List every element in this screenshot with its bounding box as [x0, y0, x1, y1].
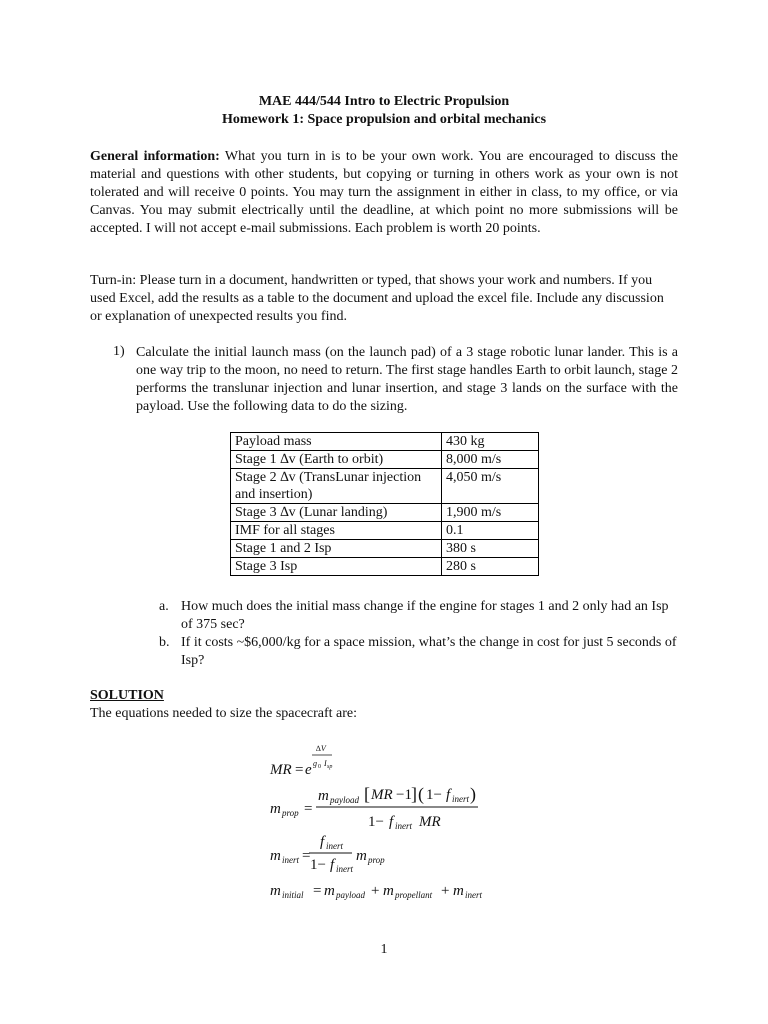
subquestion-a-text: How much does the initial mass change if the engine for stages 1 and 2 only had an Isp of 375 sec?	[181, 599, 669, 632]
svg-text:inert: inert	[326, 841, 343, 851]
homework-title: Homework 1: Space propulsion and orbital mechanics	[221, 112, 547, 127]
svg-text:inert: inert	[336, 864, 353, 874]
svg-text:0: 0	[318, 764, 321, 770]
svg-text:]: ]	[411, 784, 417, 804]
svg-text:g: g	[313, 759, 317, 768]
equation-propellant-mass	[270, 784, 478, 831]
table-cell-value: 0.1	[442, 522, 539, 540]
svg-text:m: m	[324, 883, 335, 899]
solution-intro: The equations needed to size the spacecraft are:	[90, 706, 358, 721]
svg-text:): )	[470, 784, 476, 804]
svg-text:∆V: ∆V	[316, 744, 326, 753]
table-cell-parameter: Stage 1 and 2 Isp	[231, 540, 442, 558]
svg-text:m: m	[383, 883, 394, 899]
svg-text:MR: MR	[419, 814, 441, 830]
table-cell-value: 380 s	[442, 540, 539, 558]
svg-text:=: =	[304, 801, 313, 817]
table-cell-value: 4,050 m/s	[442, 469, 539, 504]
table-cell-parameter: Payload mass	[231, 433, 442, 451]
svg-text:initial: initial	[282, 890, 304, 900]
svg-text:f: f	[330, 857, 335, 873]
svg-text:MR: MR	[270, 762, 292, 778]
table-cell-value: 430 kg	[442, 433, 539, 451]
svg-text:inert: inert	[282, 855, 299, 865]
table-cell-parameter: Stage 2 ∆v (TransLunar injection and insertion)	[231, 469, 442, 504]
svg-text:+: +	[371, 883, 380, 899]
problem-1-text: Calculate the initial launch mass (on the launch pad) of a 3 stage robotic lunar lander. This is a one way trip to the moon, no need to return. The first stage handles Earth to orbit launch, stage 2 performs the translunar injection and lunar insertion, and stage 3 lands on the surface with the payload. Use the following data to do the sizing.	[136, 345, 678, 414]
svg-text:m: m	[453, 883, 464, 899]
table-cell-parameter: Stage 3 Isp	[231, 558, 442, 576]
svg-text:payload: payload	[336, 890, 365, 900]
svg-text:m: m	[270, 801, 281, 817]
svg-text:m: m	[270, 883, 281, 899]
svg-text:payload: payload	[330, 795, 359, 805]
svg-text:1−: 1−	[368, 814, 384, 830]
svg-text:inert: inert	[465, 890, 482, 900]
subquestion-a-label: a.	[159, 599, 169, 614]
svg-text:MR: MR	[371, 787, 393, 803]
equation-inert-mass	[270, 834, 385, 874]
svg-text:m: m	[318, 788, 329, 804]
svg-text:f: f	[389, 814, 394, 830]
svg-text:I: I	[324, 759, 327, 768]
svg-text:(: (	[418, 784, 424, 804]
general-information-label: General information:	[90, 149, 220, 164]
svg-text:=: =	[295, 762, 304, 778]
solution-heading: SOLUTION	[90, 688, 164, 703]
svg-text:prop: prop	[368, 855, 385, 865]
svg-text:f: f	[320, 834, 325, 850]
svg-text:e: e	[305, 762, 312, 778]
svg-text:1−: 1−	[310, 857, 326, 873]
svg-text:1−: 1−	[426, 787, 442, 803]
subquestion-b-text: If it costs ~$6,000/kg for a space mission, what’s the change in cost for just 5 seconds of Isp?	[181, 635, 677, 668]
equation-initial-mass	[270, 883, 482, 900]
svg-text:−1: −1	[396, 787, 412, 803]
svg-text:inert: inert	[452, 794, 469, 804]
table-cell-parameter: Stage 1 ∆v (Earth to orbit)	[231, 451, 442, 469]
svg-text:+: +	[441, 883, 450, 899]
table-cell-parameter: Stage 3 ∆v (Lunar landing)	[231, 504, 442, 522]
svg-text:propellant: propellant	[395, 890, 433, 900]
general-information-text: What you turn in is to be your own work. You are encouraged to discuss the material and questions with other students, but copying or turning in others work as your own is not tolerated and will receive 0 points. You may turn the assignment in either in class, to my office, or via Canvas. You may submit electrically until the deadline, at which point no more submissions will be accepted. I will not accept e-mail submissions. Each problem is worth 20 points.	[90, 149, 678, 236]
table-cell-value: 1,900 m/s	[442, 504, 539, 522]
svg-text:m: m	[356, 848, 367, 864]
table-cell-value: 8,000 m/s	[442, 451, 539, 469]
svg-text:inert: inert	[395, 821, 412, 831]
svg-text:=: =	[302, 848, 311, 864]
svg-text:sp: sp	[327, 764, 333, 770]
table-cell-value: 280 s	[442, 558, 539, 576]
equation-mass-ratio	[269, 744, 332, 778]
svg-text:[: [	[364, 784, 370, 804]
svg-text:f: f	[446, 787, 451, 803]
problem-1-number: 1)	[113, 344, 125, 359]
table-cell-parameter: IMF for all stages	[231, 522, 442, 540]
svg-text:m: m	[270, 848, 281, 864]
svg-text:prop: prop	[282, 808, 299, 818]
page-number: 1	[380, 942, 388, 957]
course-title: MAE 444/544 Intro to Electric Propulsion	[258, 94, 510, 109]
svg-text:=: =	[313, 883, 322, 899]
subquestion-b-label: b.	[159, 635, 170, 650]
turn-in-paragraph: Turn-in: Please turn in a document, handwritten or typed, that shows your work and numbers. If you used Excel, add the results as a table to the document and upload the excel file. Include any discussion or explanation of unexpected results you find.	[90, 273, 664, 324]
